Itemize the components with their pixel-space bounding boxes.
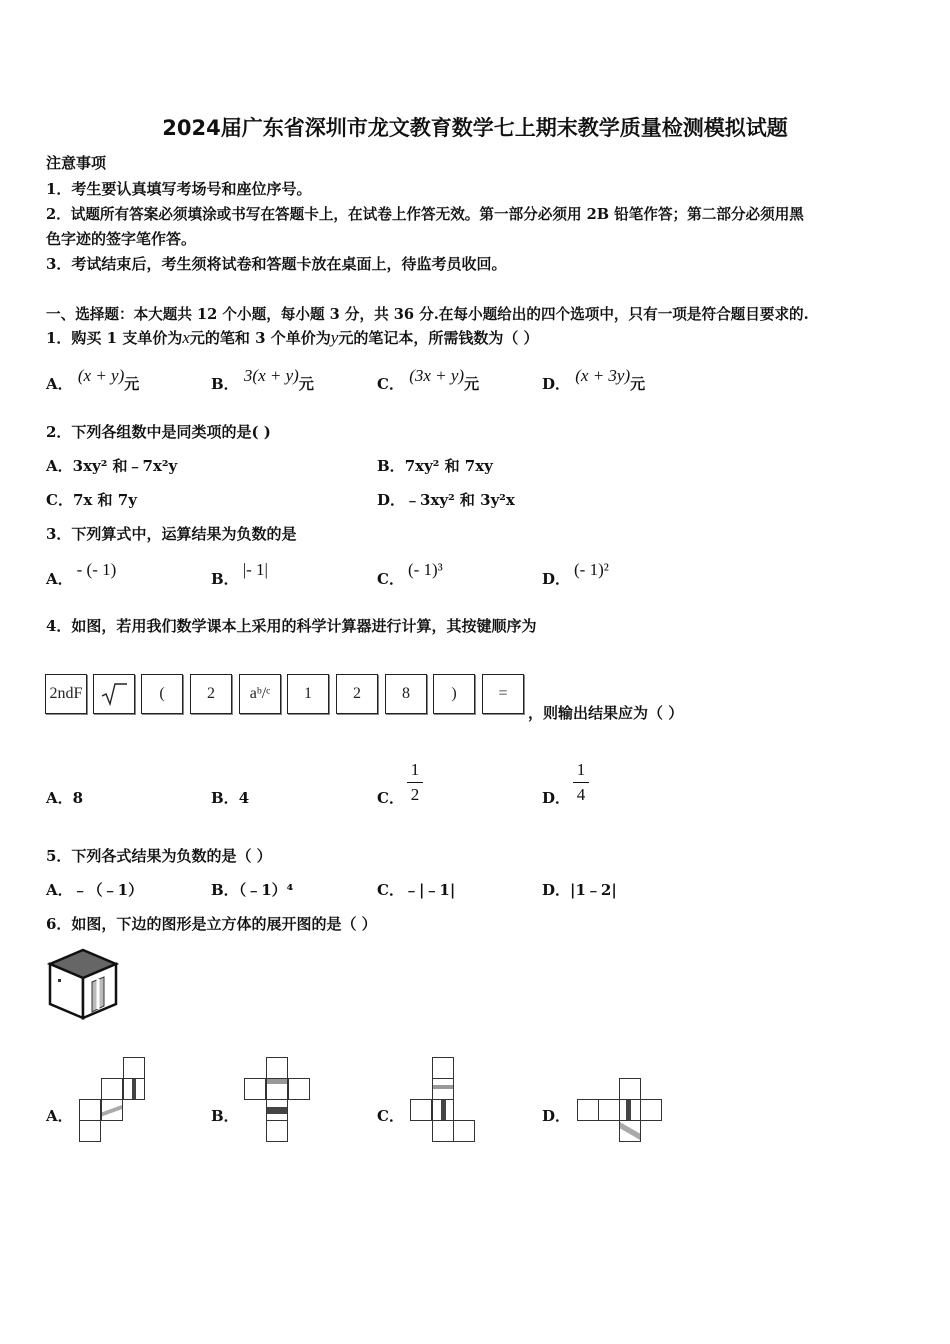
fraction-bar [573, 782, 589, 783]
fraction-bar [407, 782, 423, 783]
option-label: B． [377, 457, 405, 475]
q1-option-b[interactable] [211, 366, 314, 394]
option-expr: (- 1)³ [407, 560, 443, 579]
q1-option-d[interactable] [542, 366, 646, 394]
option-text: ﹣3xy² 和 3y²x [405, 491, 515, 509]
q4-option-c[interactable] [377, 787, 404, 808]
calc-key-1: 1 [287, 674, 329, 714]
notice-item-3: 3．考试结束后，考生须将试卷和答题卡放在桌面上，待监考员收回。 [46, 255, 507, 273]
q4-option-c-fraction [407, 760, 423, 805]
q1-option-a[interactable] [46, 366, 140, 394]
q2-option-a[interactable] [46, 455, 177, 476]
option-label: C． [377, 375, 404, 393]
q3-option-d[interactable] [542, 560, 609, 589]
option-text: ﹣|﹣1| [403, 881, 456, 899]
option-label: C． [377, 789, 404, 807]
option-label: B． [211, 570, 239, 588]
option-expr: 3(x + y) [243, 366, 299, 385]
q2-option-d[interactable] [377, 489, 515, 510]
option-unit: 元 [630, 375, 646, 393]
q2-option-c[interactable] [46, 489, 137, 510]
option-label: D． [542, 881, 571, 899]
q4-option-a[interactable] [46, 787, 83, 808]
q1-stem-b: 元的笔和 3 个单价为 [189, 329, 331, 347]
calc-key-fraction: aᵇ/ᶜ [239, 674, 281, 714]
q1-stem-a: 1．购买 1 支单价为 [46, 329, 183, 347]
option-label: D． [542, 789, 571, 807]
calc-key-2b: 2 [336, 674, 378, 714]
denominator: 4 [576, 785, 586, 804]
option-label: A． [46, 375, 73, 393]
q5-option-c[interactable] [377, 879, 455, 900]
option-label: A． [46, 881, 73, 899]
numerator: 1 [410, 760, 420, 779]
calc-key-2ndf: 2ndF [45, 674, 87, 714]
q6-option-d[interactable]: D． [542, 1107, 571, 1125]
option-label: C． [377, 881, 404, 899]
calc-key-2: 2 [190, 674, 232, 714]
option-expr: |- 1| [242, 560, 268, 579]
q5-option-d[interactable] [542, 879, 617, 900]
notice-item-2: 2．试题所有答案必须填涂或书写在答题卡上，在试卷上作答无效。第一部分必须用 2B 铅笔作答；第二部分必须用黑 [46, 206, 804, 223]
question-4-tail: ，则输出结果应为（ ） [528, 704, 684, 722]
q2-option-b[interactable] [377, 455, 493, 476]
q4-option-b[interactable] [211, 787, 249, 808]
q3-option-b[interactable] [211, 560, 268, 589]
q1-stem-c: 元的笔记本，所需钱数为（ ） [338, 329, 539, 347]
option-label: C． [46, 491, 73, 509]
q4-option-d[interactable] [542, 787, 570, 808]
cube-figure [46, 946, 120, 1022]
calc-key-close-paren: ) [433, 674, 475, 714]
sqrt-icon [99, 681, 129, 707]
option-unit: 元 [298, 375, 314, 393]
numerator: 1 [576, 760, 586, 779]
calc-key-equals: = [482, 674, 524, 714]
option-label: B． [211, 881, 239, 899]
option-unit: 元 [464, 375, 480, 393]
option-label: D． [542, 570, 571, 588]
calc-key-8: 8 [385, 674, 427, 714]
option-label: C． [377, 570, 404, 588]
question-1-stem [46, 327, 539, 348]
q3-option-a[interactable] [46, 560, 117, 589]
option-label: D． [377, 491, 406, 509]
option-label: A． [46, 789, 73, 807]
notice-item-2-cont: 色字迹的签字笔作答。 [46, 230, 197, 248]
page-title: 2024届广东省深圳市龙文教育数学七上期末教学质量检测模拟试题 [162, 116, 788, 140]
option-text: |1﹣2| [570, 881, 617, 899]
option-label: B． [211, 375, 239, 393]
option-expr: (3x + y) [409, 366, 465, 385]
q4-option-d-fraction [573, 760, 589, 805]
notice-item-1: 1．考生要认真填写考场号和座位序号。 [46, 180, 312, 198]
q6-option-c[interactable]: C． [377, 1107, 404, 1125]
option-unit: 元 [124, 375, 140, 393]
option-label: A． [46, 570, 73, 588]
option-text: 4 [238, 789, 250, 807]
option-expr: - (- 1) [76, 560, 117, 579]
option-expr: (- 1)² [574, 560, 609, 579]
option-expr: (x + 3y) [575, 366, 631, 385]
notice-heading: 注意事项 [46, 154, 107, 172]
section-heading: 一、选择题：本大题共 12 个小题，每小题 3 分，共 36 分.在每小题给出的四个选项中，只有一项是符合题目要求的. [46, 306, 809, 323]
question-2-stem: 2．下列各组数中是同类项的是( ) [46, 423, 271, 441]
question-4-stem: 4．如图，若用我们数学课本上采用的科学计算器进行计算，其按键顺序为 [46, 617, 537, 635]
option-text: 7xy² 和 7xy [404, 457, 493, 475]
q5-option-a[interactable] [46, 879, 143, 900]
denominator: 2 [410, 785, 420, 804]
q6-option-b[interactable]: B． [211, 1107, 239, 1125]
question-3-stem: 3．下列算式中，运算结果为负数的是 [46, 525, 297, 543]
q5-option-b[interactable] [211, 879, 293, 900]
option-label: D． [542, 375, 571, 393]
option-text: ﹣（﹣1） [72, 881, 144, 899]
option-label: B． [211, 789, 239, 807]
option-text: （﹣1）⁴ [238, 881, 294, 899]
q1-var-x: x [182, 328, 190, 347]
option-text: 7x 和 7y [72, 491, 137, 509]
q1-option-c[interactable] [377, 366, 480, 394]
option-label: A． [46, 457, 73, 475]
calc-key-sqrt [93, 674, 135, 714]
question-5-stem: 5．下列各式结果为负数的是（ ） [46, 847, 272, 865]
option-text: 8 [72, 789, 84, 807]
question-6-stem: 6．如图，下边的图形是立方体的展开图的是（ ） [46, 915, 377, 933]
calc-key-open-paren: ( [141, 674, 183, 714]
option-expr: (x + y) [77, 366, 125, 385]
q1-var-y: y [330, 328, 339, 347]
option-text: 3xy² 和﹣7x²y [72, 457, 178, 475]
q6-option-a[interactable]: A． [46, 1107, 73, 1125]
q3-option-c[interactable] [377, 560, 443, 589]
